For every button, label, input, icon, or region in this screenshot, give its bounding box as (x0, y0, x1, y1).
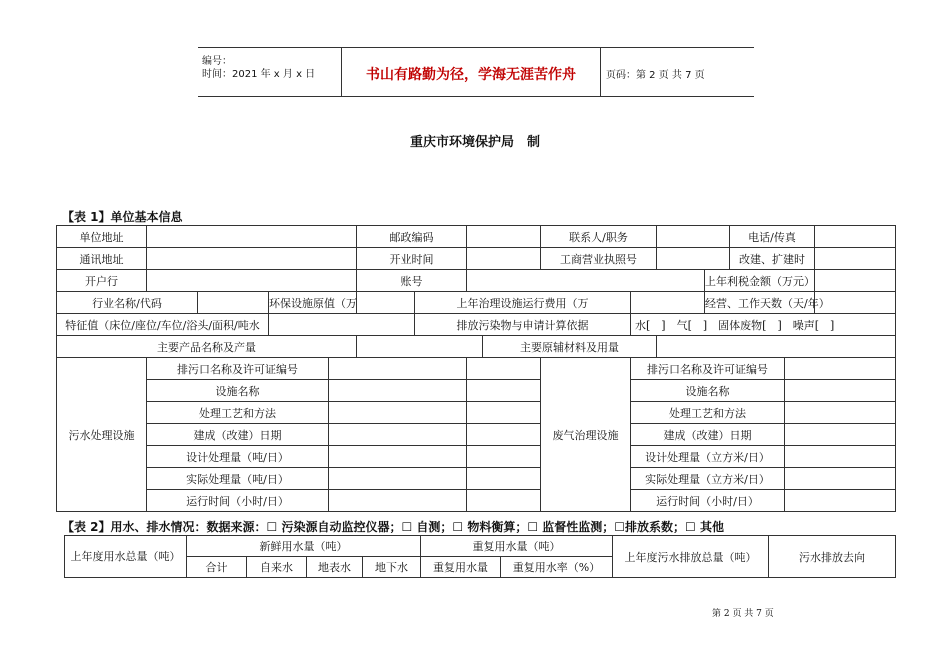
label-cell: 合计 (187, 557, 247, 578)
label-cell: 开户行 (57, 270, 147, 292)
label-cell: 新鲜用水量（吨） (187, 536, 421, 557)
value-cell[interactable] (631, 292, 705, 314)
value-cell[interactable] (329, 358, 467, 380)
label-cell: 上年治理设施运行费用（万 (415, 292, 631, 314)
table-row (57, 380, 896, 402)
label-cell: 环保设施原值（万 (269, 292, 357, 314)
table-row (57, 336, 896, 358)
label-cell: 上年利税金额（万元） (705, 270, 815, 292)
page-header (198, 47, 754, 97)
label-cell: 上年度污水排放总量（吨） (613, 536, 769, 578)
label-cell: 实际处理量（吨/日） (147, 468, 329, 490)
value-cell[interactable] (467, 380, 541, 402)
label-cell: 地下水 (363, 557, 421, 578)
label-cell: 排放污染物与申请计算依据 (415, 314, 631, 336)
time-label: 时间：2021 年 x 月 x 日 (202, 69, 316, 80)
value-cell[interactable] (329, 402, 467, 424)
label-cell: 设施名称 (631, 380, 785, 402)
label-cell: 地表水 (307, 557, 363, 578)
value-cell[interactable] (467, 490, 541, 512)
table1-caption: 【表 1】单位基本信息 (62, 210, 183, 224)
value-cell[interactable] (785, 468, 896, 490)
value-cell[interactable] (329, 380, 467, 402)
table-row (57, 226, 896, 248)
label-cell: 主要产品名称及产量 (57, 336, 357, 358)
header-motto-cell (341, 48, 601, 96)
label-cell: 污水排放去向 (769, 536, 896, 578)
label-cell: 经营、工作天数（天/年） (705, 292, 815, 314)
value-cell[interactable] (657, 336, 896, 358)
label-cell: 主要原辅材料及用量 (483, 336, 657, 358)
value-cell[interactable] (467, 248, 541, 270)
table-row (57, 402, 896, 424)
value-cell[interactable] (657, 248, 730, 270)
value-cell[interactable] (785, 402, 896, 424)
value-cell[interactable] (467, 402, 541, 424)
value-cell[interactable] (147, 270, 357, 292)
value-cell[interactable] (357, 292, 415, 314)
label-cell: 设计处理量（吨/日） (147, 446, 329, 468)
label-cell: 处理工艺和方法 (631, 402, 785, 424)
label-cell: 运行时间（小时/日） (631, 490, 785, 512)
value-cell[interactable] (785, 380, 896, 402)
label-cell: 建成（改建）日期 (631, 424, 785, 446)
label-cell: 自来水 (247, 557, 307, 578)
table-row (57, 270, 896, 292)
label-cell: 建成（改建）日期 (147, 424, 329, 446)
table-row (57, 490, 896, 512)
label-cell: 账号 (357, 270, 467, 292)
value-cell[interactable] (329, 468, 467, 490)
value-cell[interactable] (785, 490, 896, 512)
number-label: 编号： (202, 56, 232, 67)
value-cell[interactable] (815, 270, 896, 292)
value-cell[interactable] (198, 292, 269, 314)
unit-info-table (56, 225, 896, 512)
gas-facility-label: 废气治理设施 (541, 358, 631, 512)
value-cell[interactable] (657, 226, 730, 248)
label-cell: 单位地址 (57, 226, 147, 248)
header-left-cell (198, 48, 340, 96)
label-cell: 设计处理量（立方米/日） (631, 446, 785, 468)
table-row (57, 314, 896, 336)
motto: 书山有路勤为径，学海无涯苦作舟 (366, 67, 576, 83)
table-row (57, 468, 896, 490)
value-cell[interactable] (467, 226, 541, 248)
value-cell[interactable] (467, 446, 541, 468)
page-footer: 第 2 页 共 7 页 (712, 609, 774, 619)
value-cell[interactable] (269, 314, 415, 336)
label-cell: 排污口名称及许可证编号 (631, 358, 785, 380)
label-cell: 重复用水量（吨） (421, 536, 613, 557)
label-cell: 处理工艺和方法 (147, 402, 329, 424)
value-cell[interactable] (329, 446, 467, 468)
table-row (57, 446, 896, 468)
value-cell[interactable] (467, 358, 541, 380)
doc-title: 重庆市环境保护局 制 (409, 135, 540, 150)
table-row (57, 424, 896, 446)
value-cell[interactable] (785, 424, 896, 446)
table-row (57, 292, 896, 314)
label-cell: 电话/传真 (730, 226, 815, 248)
header-right-cell (600, 48, 754, 96)
value-cell[interactable] (785, 446, 896, 468)
label-cell: 联系人/职务 (541, 226, 657, 248)
table-row (57, 358, 896, 380)
label-cell: 实际处理量（立方米/日） (631, 468, 785, 490)
table-row (65, 536, 896, 557)
value-cell[interactable] (147, 248, 357, 270)
label-cell: 改建、扩建时 (730, 248, 815, 270)
label-cell: 重复用水率（%） (501, 557, 613, 578)
value-cell[interactable] (467, 468, 541, 490)
label-cell: 设施名称 (147, 380, 329, 402)
pollutant-types[interactable]: 水[ ] 气[ ] 固体废物[ ] 噪声[ ] (631, 314, 896, 336)
label-cell: 通讯地址 (57, 248, 147, 270)
label-cell: 上年度用水总量（吨） (65, 536, 187, 578)
sewage-facility-label: 污水处理设施 (57, 358, 147, 512)
value-cell[interactable] (147, 226, 357, 248)
value-cell[interactable] (815, 226, 896, 248)
value-cell[interactable] (467, 424, 541, 446)
label-cell: 排污口名称及许可证编号 (147, 358, 329, 380)
label-cell: 运行时间（小时/日） (147, 490, 329, 512)
value-cell[interactable] (785, 358, 896, 380)
water-usage-table (64, 535, 896, 578)
label-cell: 邮政编码 (357, 226, 467, 248)
value-cell[interactable] (467, 270, 705, 292)
label-cell: 特征值（床位/座位/车位/浴头/面积/吨水 (57, 314, 269, 336)
value-cell[interactable] (329, 490, 467, 512)
value-cell[interactable] (815, 248, 896, 270)
table-row (57, 248, 896, 270)
label-cell: 开业时间 (357, 248, 467, 270)
label-cell: 行业名称/代码 (57, 292, 198, 314)
value-cell[interactable] (329, 424, 467, 446)
table2-caption: 【表 2】用水、排水情况：数据来源：☐ 污染源自动监控仪器；☐ 自测；☐ 物料衡算；☐ 监督性监测；☐排放系数；☐ 其他 (62, 520, 724, 534)
label-cell: 重复用水量 (421, 557, 501, 578)
page-label: 页码：第 2 页 共 7 页 (606, 70, 705, 81)
label-cell: 工商营业执照号 (541, 248, 657, 270)
value-cell[interactable] (357, 336, 483, 358)
